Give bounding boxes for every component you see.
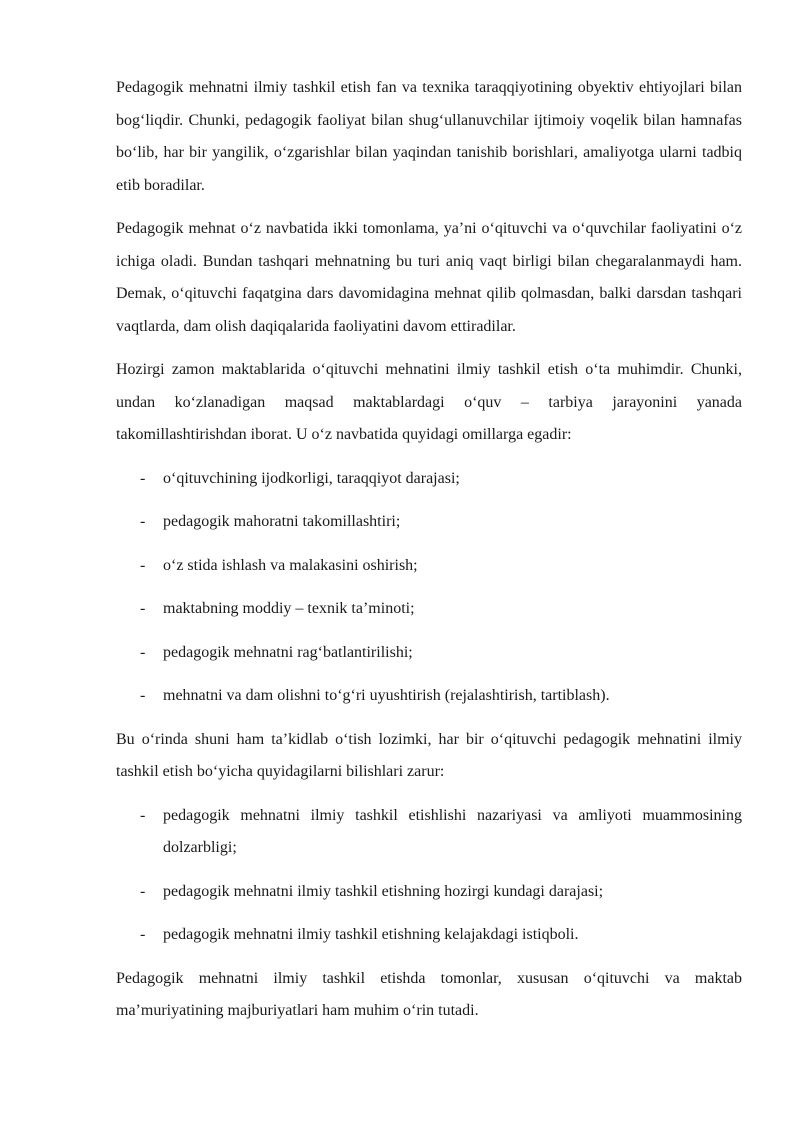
list-item-text: pedagogik mehnatni ilmiy tashkil etishlishi nazariyasi va amliyoti muammosining dolzarbligi; xyxy=(163,806,742,856)
list-item-text: pedagogik mehnatni rag‘batlantirilishi; xyxy=(163,643,413,661)
list-dash: - xyxy=(140,643,146,661)
list-item xyxy=(116,919,742,952)
paragraph-5: Pedagogik mehnatni ilmiy tashkil etishda tomonlar, xususan o‘qituvchi va maktab ma’muriyatining majburiyatlari ham muhim o‘rin tutadi. xyxy=(116,969,742,1019)
list-item xyxy=(116,637,742,670)
list-item xyxy=(116,800,742,865)
list-item-text: mehnatni va dam olishni to‘g‘ri uyushtirish (rejalashtirish, tartiblash). xyxy=(163,687,610,704)
list-item-text: o‘qituvchining ijodkorligi, taraqqiyot darajasi; xyxy=(163,469,460,487)
list-item xyxy=(116,876,742,909)
list-dash: - xyxy=(140,469,146,487)
list-item xyxy=(116,463,742,496)
list-item-text: pedagogik mahoratni takomillashtiri; xyxy=(163,513,401,530)
list-dash: - xyxy=(140,600,146,617)
list-item xyxy=(116,550,742,583)
knowledge-list xyxy=(116,800,742,952)
paragraph-2: Pedagogik mehnat o‘z navbatida ikki tomonlama, ya’ni o‘qituvchi va o‘quvchilar faoliyatini o‘z ichiga oladi. Bundan tashqari mehnatning bu turi aniq vaqt birligi bilan chegaralanmaydi ham. Demak, o‘qituvchi faqatgina dars davomidagina mehnat qilib qolmasdan, balki darsdan tashqari vaqtlarda, dam olish daqiqalarida faoliyatini davom ettiradilar. xyxy=(116,220,742,335)
paragraph-4: Bu o‘rinda shuni ham ta’kidlab o‘tish lozimki, har bir o‘qituvchi pedagogik mehnatini ilmiy tashkil etish bo‘yicha quyidagilarni bilishlari zarur: xyxy=(116,730,742,780)
list-item-text: maktabning moddiy – texnik ta’minoti; xyxy=(163,600,415,617)
factors-list xyxy=(116,463,742,713)
paragraph-3: Hozirgi zamon maktablarida o‘qituvchi mehnatini ilmiy tashkil etish o‘ta muhimdir. Chunki, undan ko‘zlanadigan maqsad maktablardagi o‘quv – tarbiya jarayonini yanada takomillashtirishdan iborat. U o‘z navbatida quyidagi omillarga egadir: xyxy=(116,361,742,443)
list-item-text: pedagogik mehnatni ilmiy tashkil etishning kelajakdagi istiqboli. xyxy=(163,926,579,943)
document-page xyxy=(116,72,742,1039)
paragraph-1: Pedagogik mehnatni ilmiy tashkil etish fan va texnika taraqqiyotining obyektiv ehtiyojlari bilan bog‘liqdir. Chunki, pedagogik faoliyat bilan shug‘ullanuvchilar ijtimoiy voqelik bilan hamnafas bo‘lib, har bir yangilik, o‘zgarishlar bilan yaqindan tanishib borishlari, amaliyotga ularni tadbiq etib boradilar. xyxy=(116,79,742,194)
list-dash: - xyxy=(140,882,146,900)
list-item-text: o‘z stida ishlash va malakasini oshirish; xyxy=(163,556,418,574)
list-dash: - xyxy=(140,806,146,824)
list-dash: - xyxy=(140,513,146,530)
list-dash: - xyxy=(140,687,146,704)
list-item xyxy=(116,506,742,539)
list-dash: - xyxy=(140,926,146,943)
list-item-text: pedagogik mehnatni ilmiy tashkil etishning hozirgi kundagi darajasi; xyxy=(163,882,604,900)
list-dash: - xyxy=(140,556,146,574)
list-item xyxy=(116,593,742,626)
list-item xyxy=(116,680,742,713)
